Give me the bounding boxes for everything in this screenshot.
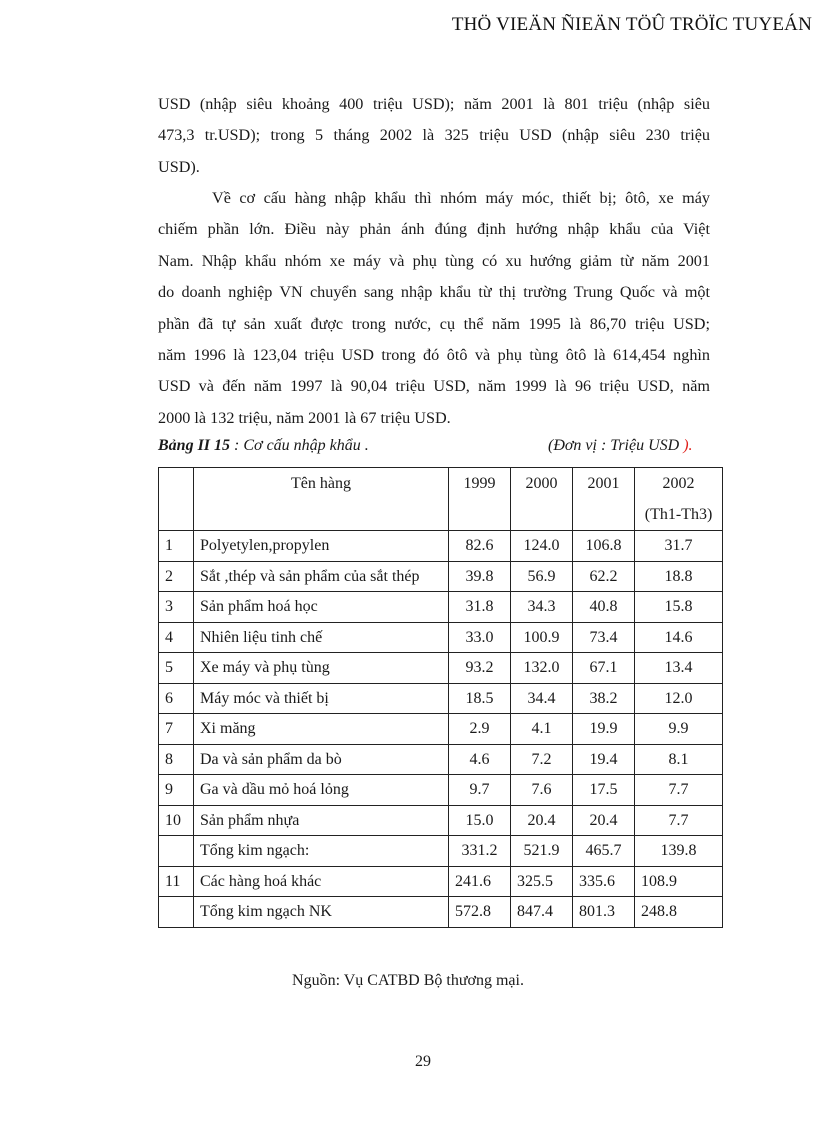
- header-2002-year: 2002: [662, 475, 695, 492]
- value-2000: 100.9: [511, 622, 573, 653]
- value-1999: 331.2: [449, 836, 511, 867]
- value-2001: 73.4: [573, 622, 635, 653]
- row-no: 4: [159, 622, 194, 653]
- value-2000: 7.6: [511, 775, 573, 806]
- table-unit: [548, 437, 693, 455]
- value-2002: 8.1: [635, 744, 723, 775]
- value-2001: 67.1: [573, 653, 635, 684]
- value-2002: 108.9: [635, 866, 723, 897]
- value-1999: 4.6: [449, 744, 511, 775]
- value-2000: 20.4: [511, 805, 573, 836]
- value-2002: 31.7: [635, 531, 723, 562]
- import-structure-table: [158, 467, 723, 928]
- table-row: [159, 683, 723, 714]
- text-line: phần đã tự sản xuất được trong nước, cụ thể năm 1995 là 86,70 triệu USD;: [158, 314, 710, 333]
- table-row-total: [159, 897, 723, 928]
- value-2002: 7.7: [635, 775, 723, 806]
- value-2001: 62.2: [573, 561, 635, 592]
- value-2000: 56.9: [511, 561, 573, 592]
- value-1999: 9.7: [449, 775, 511, 806]
- value-1999: 31.8: [449, 592, 511, 623]
- row-no: 7: [159, 714, 194, 745]
- row-name: Da và sản phẩm da bò: [194, 744, 449, 775]
- header-1999: 1999: [449, 468, 511, 531]
- value-2001: 801.3: [573, 897, 635, 928]
- row-name: Sản phẩm hoá học: [194, 592, 449, 623]
- paragraph-import-deficit: [158, 89, 710, 183]
- header-2001: 2001: [573, 468, 635, 531]
- value-1999: 39.8: [449, 561, 511, 592]
- table-label: Bảng II 15: [158, 437, 231, 454]
- value-1999: 93.2: [449, 653, 511, 684]
- row-name: Ga và dầu mỏ hoá lỏng: [194, 775, 449, 806]
- table-row-subtotal: [159, 836, 723, 867]
- table-row: [159, 744, 723, 775]
- value-2001: 40.8: [573, 592, 635, 623]
- row-name: Nhiên liệu tinh chế: [194, 622, 449, 653]
- value-2001: 19.4: [573, 744, 635, 775]
- row-name: Sắt ,thép và sản phẩm của sắt thép: [194, 561, 449, 592]
- value-2001: 20.4: [573, 805, 635, 836]
- value-2000: 521.9: [511, 836, 573, 867]
- row-name: Polyetylen,propylen: [194, 531, 449, 562]
- row-no: 2: [159, 561, 194, 592]
- row-no: 5: [159, 653, 194, 684]
- row-name: Các hàng hoá khác: [194, 866, 449, 897]
- header-no: [159, 468, 194, 531]
- value-2001: 465.7: [573, 836, 635, 867]
- table-header-row: [159, 468, 723, 531]
- value-2002: 18.8: [635, 561, 723, 592]
- value-1999: 15.0: [449, 805, 511, 836]
- table-row: [159, 866, 723, 897]
- table-row: [159, 561, 723, 592]
- value-1999: 2.9: [449, 714, 511, 745]
- table-row: [159, 714, 723, 745]
- running-header: THÖ VIEÄN ÑIEÄN TÖÛ TRÖÏC TUYEÁN: [451, 14, 812, 35]
- value-2001: 106.8: [573, 531, 635, 562]
- text-line: 2000 là 132 triệu, năm 2001 là 67 triệu USD.: [158, 408, 451, 427]
- row-no: 8: [159, 744, 194, 775]
- value-2002: 9.9: [635, 714, 723, 745]
- value-1999: 241.6: [449, 866, 511, 897]
- text-line: do doanh nghiệp VN chuyển sang nhập khẩu từ thị trường Trung Quốc và một: [158, 283, 710, 302]
- row-name: Tổng kim ngạch NK: [194, 897, 449, 928]
- row-no: 6: [159, 683, 194, 714]
- table-row: [159, 653, 723, 684]
- text-line: USD).: [158, 157, 200, 176]
- value-2000: 7.2: [511, 744, 573, 775]
- row-name: Tổng kim ngạch:: [194, 836, 449, 867]
- header-name: Tên hàng: [194, 468, 449, 531]
- row-no: 9: [159, 775, 194, 806]
- table-title: : Cơ cấu nhập khẩu .: [230, 437, 369, 454]
- header-2000: 2000: [511, 468, 573, 531]
- text-line: USD và đến năm 1997 là 90,04 triệu USD, năm 1999 là 96 triệu USD, năm: [158, 377, 710, 396]
- unit-close: ).: [683, 437, 693, 454]
- row-name: Xi măng: [194, 714, 449, 745]
- value-1999: 18.5: [449, 683, 511, 714]
- value-2002: 13.4: [635, 653, 723, 684]
- value-2002: 12.0: [635, 683, 723, 714]
- value-2001: 19.9: [573, 714, 635, 745]
- row-no: 11: [159, 866, 194, 897]
- header-2002-note: (Th1-Th3): [644, 506, 713, 523]
- value-2000: 124.0: [511, 531, 573, 562]
- table-caption: [158, 437, 718, 455]
- value-2001: 17.5: [573, 775, 635, 806]
- table-row: [159, 805, 723, 836]
- table-row: [159, 622, 723, 653]
- value-2002: 139.8: [635, 836, 723, 867]
- value-2000: 132.0: [511, 653, 573, 684]
- value-2000: 34.3: [511, 592, 573, 623]
- row-no: 10: [159, 805, 194, 836]
- text-line: Nam. Nhập khẩu nhóm xe máy và phụ tùng có xu hướng giảm từ năm 2001: [158, 251, 710, 270]
- text-line: 473,3 tr.USD); trong 5 tháng 2002 là 325 triệu USD (nhập siêu 230 triệu: [158, 126, 710, 145]
- value-2001: 335.6: [573, 866, 635, 897]
- value-2002: 248.8: [635, 897, 723, 928]
- table-row: [159, 592, 723, 623]
- value-2000: 34.4: [511, 683, 573, 714]
- row-name: Xe máy và phụ tùng: [194, 653, 449, 684]
- table-row: [159, 531, 723, 562]
- paragraph-import-structure: [158, 183, 710, 434]
- value-1999: 82.6: [449, 531, 511, 562]
- table-row: [159, 775, 723, 806]
- text-line: chiếm phần lớn. Điều này phản ánh đúng định hướng nhập khẩu của Việt: [158, 220, 710, 239]
- text-line: năm 1996 là 123,04 triệu USD trong đó ôtô và phụ tùng ôtô là 614,454 nghìn: [158, 346, 710, 365]
- value-2001: 38.2: [573, 683, 635, 714]
- source-note: Nguồn: Vụ CATBD Bộ thương mại.: [292, 972, 524, 989]
- row-no: 3: [159, 592, 194, 623]
- value-2002: 15.8: [635, 592, 723, 623]
- unit-text: (Đơn vị : Triệu USD: [548, 437, 684, 454]
- value-2000: 847.4: [511, 897, 573, 928]
- value-2002: 7.7: [635, 805, 723, 836]
- row-no: 1: [159, 531, 194, 562]
- text-line: Về cơ cấu hàng nhập khẩu thì nhóm máy móc, thiết bị; ôtô, xe máy: [212, 189, 710, 207]
- row-name: Sản phẩm nhựa: [194, 805, 449, 836]
- value-2002: 14.6: [635, 622, 723, 653]
- text-line: USD (nhập siêu khoảng 400 triệu USD); năm 2001 là 801 triệu (nhập siêu: [158, 95, 710, 113]
- header-2002: [635, 468, 723, 531]
- page-number: 29: [415, 1053, 431, 1070]
- value-2000: 325.5: [511, 866, 573, 897]
- row-no: [159, 836, 194, 867]
- row-no: [159, 897, 194, 928]
- value-1999: 572.8: [449, 897, 511, 928]
- value-2000: 4.1: [511, 714, 573, 745]
- row-name: Máy móc và thiết bị: [194, 683, 449, 714]
- value-1999: 33.0: [449, 622, 511, 653]
